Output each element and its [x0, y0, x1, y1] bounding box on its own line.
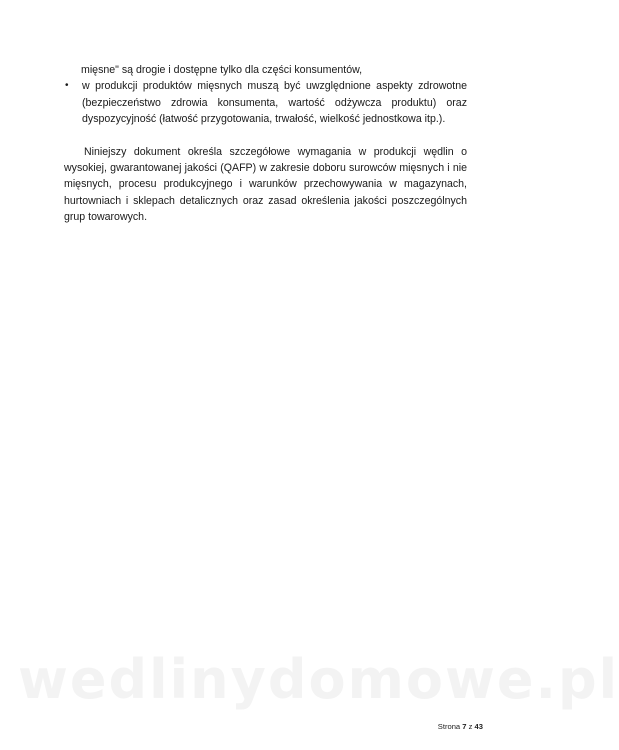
page-separator: z	[468, 722, 473, 731]
bullet-icon: •	[65, 80, 69, 92]
bullet-item-text: w produkcji produktów mięsnych muszą być uwzględnione aspekty zdrowotne (bezpieczeństwo zdrowia konsumenta, wartość odżywcza produktu) oraz dyspozycyjność (łatwość przygotowania, trwałość, wielkość jednostkowa itp.).	[82, 80, 467, 126]
page-number-footer	[438, 722, 483, 731]
site-watermark: wedlinydomowe.pl	[18, 648, 619, 711]
bullet-list-item	[64, 78, 467, 127]
total-pages-number: 43	[474, 722, 483, 731]
current-page-number: 7	[462, 722, 467, 731]
page-label: Strona	[437, 722, 461, 731]
document-body	[64, 62, 467, 226]
body-paragraph: Niniejszy dokument określa szczegółowe wymagania w produkcji wędlin o wysokiej, gwarantowanej jakości (QAFP) w zakresie doboru surowców mięsnych i nie mięsnych, procesu produkcyjnego i warunków przechowywania w magazynach, hurtowniach i sklepach detalicznych oraz zasad określenia jakości poszczególnych grup towarowych.	[64, 145, 467, 224]
continued-list-text: mięsne" są drogie i dostępne tylko dla części konsumentów,	[81, 64, 363, 76]
